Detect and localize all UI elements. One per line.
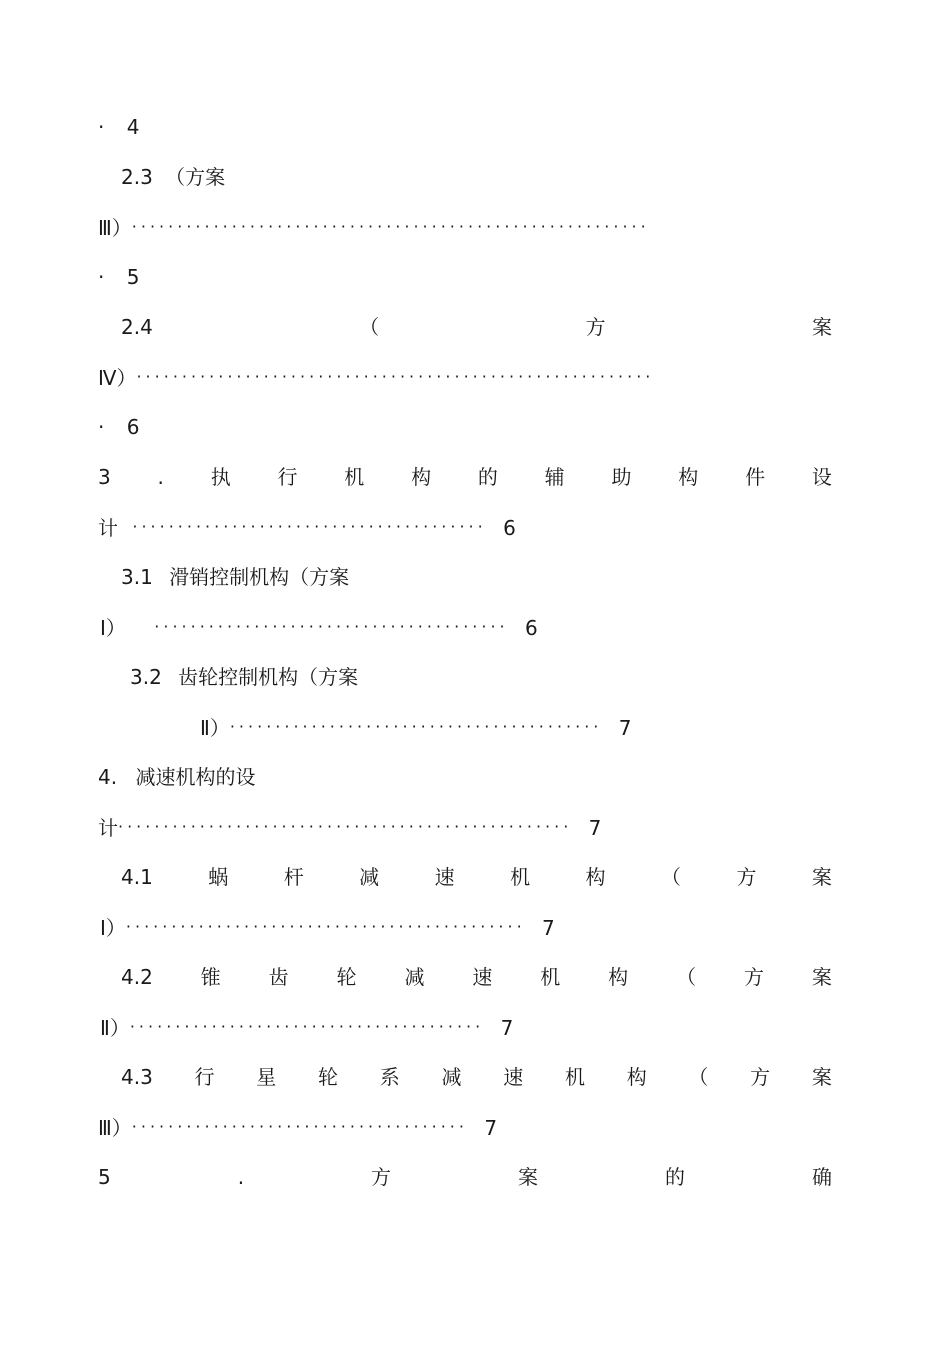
page-number: 7: [500, 1016, 514, 1040]
page-number: 7: [588, 816, 602, 840]
leader-dot: ·: [98, 115, 105, 139]
title-char: 案: [811, 315, 832, 339]
section-number: 3.1: [121, 565, 153, 589]
title-char: 系: [379, 1065, 400, 1089]
toc-line-2: [121, 160, 225, 194]
title-char: 件: [745, 465, 766, 489]
toc-line-19: [100, 1010, 513, 1044]
title-char: 的: [477, 465, 498, 489]
leader-dot: ·: [98, 415, 105, 439]
title-char: 案: [811, 865, 832, 889]
page-number: 6: [503, 516, 516, 540]
title-char: 机: [564, 1065, 585, 1089]
section-number: 2.3: [121, 165, 153, 189]
toc-line-9: [98, 510, 516, 544]
roman-numeral: Ⅱ）: [200, 716, 230, 740]
section-number: 5: [98, 1165, 111, 1189]
section-number: 2.4: [121, 315, 153, 339]
toc-line-22: [98, 1160, 832, 1194]
title-char: （: [688, 1065, 709, 1089]
page-number: 6: [126, 415, 140, 439]
title-char: 构: [585, 865, 606, 889]
section-number: 4.3: [121, 1065, 153, 1089]
title-char: 案: [518, 1165, 538, 1189]
page-number: 4: [126, 115, 140, 139]
title-char: 速: [503, 1065, 524, 1089]
toc-line-6: [98, 360, 654, 394]
title-char: 减: [404, 965, 425, 989]
title-char: 设: [811, 465, 832, 489]
leader-dots: ·························································: [131, 217, 650, 236]
title-char: 轮: [318, 1065, 339, 1089]
section-number: 3.2: [130, 665, 162, 689]
leader-dot: ·: [98, 265, 105, 289]
page-number: 7: [618, 716, 632, 740]
title-char: 方: [585, 315, 606, 339]
title-char: 齿: [268, 965, 289, 989]
title-char: （: [676, 965, 697, 989]
leader-dots: ··················································: [118, 817, 573, 836]
leader-dots: ············································: [125, 917, 526, 936]
page-number: 6: [524, 616, 538, 640]
roman-numeral: Ⅰ）: [100, 916, 126, 940]
toc-line-15: [98, 810, 601, 844]
title-char: 计: [98, 516, 118, 540]
title-char: 案: [811, 965, 832, 989]
toc-line-12: [130, 660, 358, 694]
title-char: 锥: [200, 965, 221, 989]
toc-line-17: [100, 910, 555, 944]
toc-line-8: [98, 460, 832, 494]
section-number: 4.2: [121, 965, 153, 989]
title-char: 计: [98, 816, 118, 840]
leader-dots: ·······································: [154, 617, 509, 636]
toc-line-3: [98, 210, 650, 244]
title-char: 杆: [283, 865, 304, 889]
title-char: 方: [736, 865, 757, 889]
toc-line-10: [121, 560, 349, 594]
title-char: 机: [540, 965, 561, 989]
section-dot: .: [237, 1165, 245, 1189]
section-title: （方案: [165, 165, 226, 189]
title-char: 构: [678, 465, 699, 489]
toc-line-11: [100, 610, 538, 644]
roman-numeral: Ⅰ）: [100, 616, 126, 640]
section-number: 4.: [98, 765, 118, 789]
toc-line-7: [98, 410, 139, 444]
title-char: 蜗: [208, 865, 229, 889]
roman-numeral: Ⅲ）: [98, 1116, 132, 1140]
title-char: 方: [750, 1065, 771, 1089]
toc-line-18: [121, 960, 832, 994]
title-char: 速: [434, 865, 455, 889]
title-char: 方: [743, 965, 764, 989]
roman-numeral: Ⅲ）: [98, 216, 132, 240]
title-char: 辅: [544, 465, 565, 489]
section-number: 3: [98, 465, 111, 489]
toc-line-16: [121, 860, 832, 894]
page-number: 7: [542, 916, 555, 940]
title-char: 轮: [336, 965, 357, 989]
leader-dots: ·······································: [132, 517, 487, 536]
section-dot: .: [157, 465, 164, 489]
paren: （: [359, 315, 380, 339]
title-char: 执: [210, 465, 231, 489]
toc-line-4: [98, 260, 139, 294]
title-char: 案: [811, 1065, 832, 1089]
toc-line-20: [121, 1060, 832, 1094]
title-char: 的: [664, 1165, 685, 1189]
section-number: 4.1: [121, 865, 153, 889]
section-title: 齿轮控制机构（方案: [178, 665, 359, 689]
page-number: 5: [126, 265, 140, 289]
title-char: 行: [194, 1065, 215, 1089]
leader-dots: ·························································: [136, 367, 655, 386]
title-char: 机: [510, 865, 531, 889]
title-char: 减: [441, 1065, 462, 1089]
title-char: 确: [811, 1165, 832, 1189]
title-char: （: [660, 865, 681, 889]
roman-numeral: Ⅱ）: [100, 1016, 130, 1040]
title-char: 速: [472, 965, 493, 989]
toc-line-1: [98, 110, 139, 144]
toc-line-21: [98, 1110, 497, 1144]
page-number: 7: [484, 1116, 498, 1140]
title-char: 构: [411, 465, 432, 489]
title-char: 星: [256, 1065, 277, 1089]
roman-numeral: Ⅳ）: [98, 366, 137, 390]
title-char: 方: [371, 1165, 392, 1189]
section-title: 滑销控制机构（方案: [169, 565, 350, 589]
leader-dots: ·······································: [129, 1017, 485, 1036]
title-char: 构: [626, 1065, 647, 1089]
title-char: 行: [277, 465, 298, 489]
leader-dots: ·········································: [229, 717, 603, 736]
toc-line-13: [200, 710, 631, 744]
title-char: 机: [344, 465, 365, 489]
section-title: 减速机构的设: [135, 765, 256, 789]
title-char: 助: [611, 465, 632, 489]
title-char: 构: [608, 965, 629, 989]
leader-dots: ·····································: [131, 1117, 468, 1136]
title-char: 减: [359, 865, 380, 889]
toc-line-14: [98, 760, 255, 794]
toc-line-5: [121, 310, 832, 344]
